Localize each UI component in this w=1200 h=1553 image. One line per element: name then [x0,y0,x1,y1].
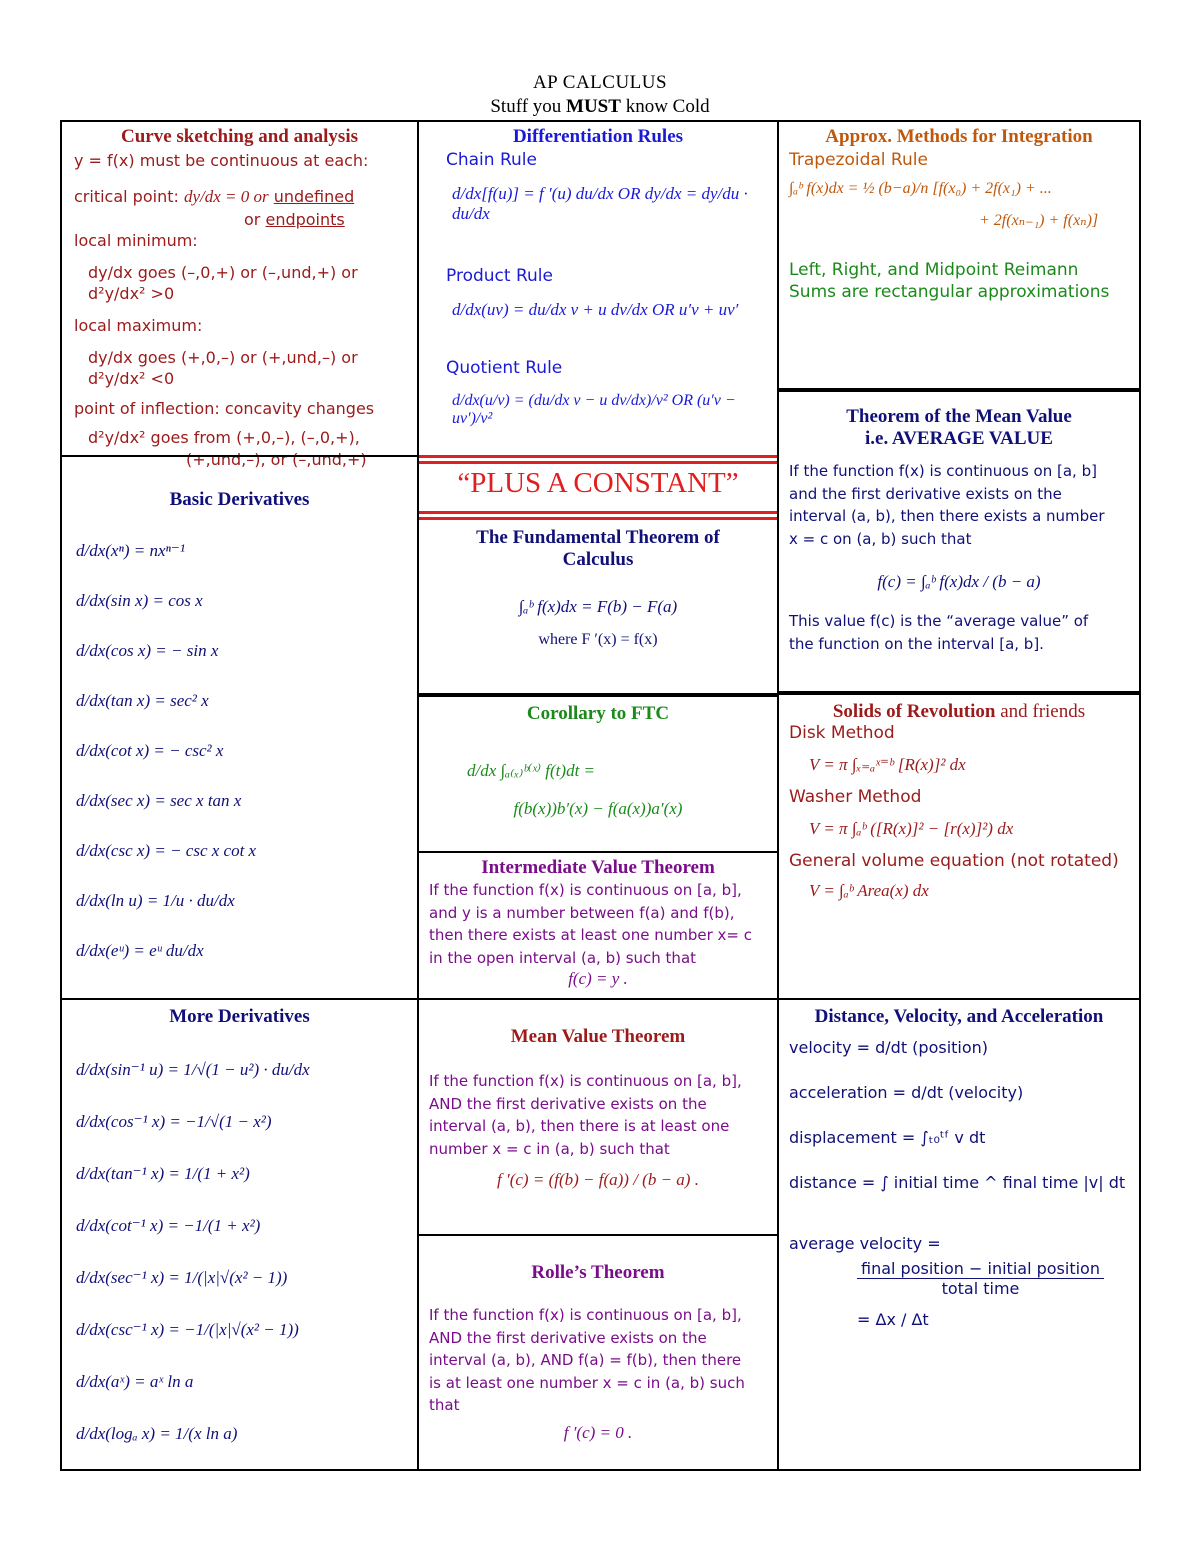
washer-eq: V = π ∫ₐᵇ ([R(x)]² − [r(x)]²) dx [809,819,1014,838]
disk-label: Disk Method [789,723,895,743]
acceleration-eq: acceleration = d/dt (velocity) [789,1083,1024,1102]
derivative-formula: d/dx(cot⁻¹ x) = −1/(1 + x²) [76,1216,261,1235]
avg-line-4: x = c on (a, b) such that [789,529,972,548]
sums-line-2: Sums are rectangular approximations [789,282,1110,302]
corollary-box [417,693,779,853]
critical-point-label: critical point: [74,186,179,206]
quotient-rule-label: Quotient Rule [446,358,563,378]
derivative-formula: d/dx(logₐ x) = 1/(x ln a) [76,1424,238,1443]
more-derivatives-box [60,998,419,1471]
trap-eq-1: ∫ₐᵇ f(x)dx = ½ (b−a)/n [f(x₀) + 2f(x₁) + ... [789,180,1052,197]
avg-eq: f(c) = ∫ₐᵇ f(x)dx / (b − a) [877,572,1041,591]
rolle-line-2: AND the first derivative exists on the [429,1328,707,1347]
rolle-box [417,1234,779,1471]
basic-title: Basic Derivatives [169,489,310,510]
avg-line-1: If the function f(x) is continuous on [a, b] [789,462,1097,480]
solids-title: Solids of Revolution and friends [832,701,1086,722]
dva-title: Distance, Velocity, and Acceleration [814,1006,1104,1027]
more-title: More Derivatives [169,1006,310,1027]
sums-line-1: Left, Right, and Midpoint Reimann [789,260,1079,280]
ivt-line-4: in the open interval (a, b) such that [429,948,697,967]
washer-label: Washer Method [789,787,922,807]
velocity-eq: velocity = d/dt (position) [789,1038,989,1057]
avg-velocity-num: final position − initial position [857,1259,1104,1279]
ftc-box [417,455,779,695]
derivative-formula: d/dx(sin x) = cos x [76,591,203,610]
derivative-formula: d/dx(cos x) = − sin x [76,641,219,660]
dva-box [777,998,1141,1471]
derivative-formula: d/dx(xⁿ) = nxⁿ⁻¹ [76,541,185,560]
approx-box [777,120,1141,392]
ftc-title-2: Calculus [562,549,634,570]
avg-title-2: i.e. AVERAGE VALUE [865,428,1053,449]
ftc-where: where F ′(x) = f(x) [538,631,658,648]
ivt-eq: f(c) = y . [568,969,628,988]
ftc-title-1: The Fundamental Theorem of [476,527,720,548]
product-rule-label: Product Rule [446,266,553,286]
corollary-eq-2: f(b(x))b′(x) − f(a(x))a′(x) [513,799,683,818]
rolle-line-3: interval (a, b), AND f(a) = f(b), then there [429,1351,742,1369]
approx-title: Approx. Methods for Integration [825,126,1093,147]
average-value-box [777,390,1141,695]
rolle-line-1: If the function f(x) is continuous on [a, b], [429,1306,742,1324]
derivative-formula: d/dx(cos⁻¹ x) = −1/√(1 − x²) [76,1112,272,1131]
solids-box [777,693,1141,1000]
derivative-formula: d/dx(tan x) = sec² x [76,691,209,710]
avg-line-6: the function on the interval [a, b]. [789,634,1044,653]
ivt-line-2: and y is a number between f(a) and f(b), [429,903,735,922]
derivative-formula: d/dx(sin⁻¹ u) = 1/√(1 − u²) · du/dx [76,1060,310,1079]
derivative-formula: d/dx(sec x) = sec x tan x [76,791,242,810]
local-max-rule: dy/dx goes (+,0,–) or (+,und,–) or d²y/dx² <0 [88,347,358,389]
disk-eq: V = π ∫ₓ₌ₐˣ⁼ᵇ [R(x)]² dx [809,755,966,774]
ivt-line-1: If the function f(x) is continuous on [a, b], [429,881,742,899]
derivative-formula: d/dx(sec⁻¹ x) = 1/(|x|√(x² − 1)) [76,1268,288,1287]
diff-title: Differentiation Rules [512,126,684,147]
inflection-rule-2: (+,und,–), or (–,und,+) [186,449,367,469]
endpoints-text: endpoints [265,209,345,229]
derivative-formula: d/dx(csc⁻¹ x) = −1/(|x|√(x² − 1)) [76,1320,299,1339]
corollary-eq-1: d/dx ∫ₐ₍ₓ₎ᵇ⁽ˣ⁾ f(t)dt = [467,761,596,780]
page-subtitle: Stuff you MUST know Cold [490,96,710,117]
avg-line-3: interval (a, b), then there exists a number [789,507,1105,525]
distance-eq: distance = ∫ initial time ^ final time |v| dt [789,1173,1126,1192]
quotient-rule-eq: d/dx(u/v) = (du/dx v − u dv/dx)/v² OR (u′v − uv′)/v² [452,392,736,427]
avg-velocity-eq: = Δx / Δt [857,1310,929,1329]
curve-intro: y = f(x) must be continuous at each: [74,151,369,170]
trap-label: Trapezoidal Rule [789,150,928,170]
local-min-label: local minimum: [74,231,198,251]
mvt-title: Mean Value Theorem [510,1026,686,1047]
differentiation-rules-box [417,120,779,457]
plus-constant-text: “PLUS A CONSTANT” [457,467,739,499]
derivative-formula: d/dx(aˣ) = aˣ ln a [76,1372,194,1391]
ivt-line-3: then there exists at least one number x= c [429,926,752,944]
chain-rule-eq: d/dx[f(u)] = f ′(u) du/dx OR dy/dx = dy/du · du/dx [452,184,748,223]
trap-eq-2: + 2f(xₙ₋₁) + f(xₙ)] [979,212,1099,229]
mvt-eq: f ′(c) = (f(b) − f(a)) / (b − a) . [497,1170,699,1189]
page-title: AP CALCULUS [532,72,668,93]
undefined-text: undefined [273,186,355,206]
derivative-formula: d/dx(eᵘ) = eᵘ du/dx [76,941,204,960]
derivative-formula: d/dx(csc x) = − csc x cot x [76,841,257,860]
inflection-rule-1: d²y/dx² goes from (+,0,–), (–,0,+), [88,428,360,448]
displacement-eq: displacement = ∫ₜ₀ᵗᶠ v dt [789,1128,986,1147]
or-text: or [244,209,261,229]
general-eq: V = ∫ₐᵇ Area(x) dx [809,881,929,900]
derivative-formula: d/dx(ln u) = 1/u · du/dx [76,891,235,910]
mvt-line-3: interval (a, b), then there is at least one [429,1117,730,1135]
inflection-label: point of inflection: concavity changes [74,398,375,418]
derivative-formula: d/dx(cot x) = − csc² x [76,741,224,760]
chain-rule-label: Chain Rule [446,150,537,170]
local-min-rule: dy/dx goes (–,0,+) or (–,und,+) or d²y/dx² >0 [88,262,358,304]
general-label: General volume equation (not rotated) [789,851,1119,871]
local-max-label: local maximum: [74,315,203,335]
ivt-title: Intermediate Value Theorem [481,857,715,878]
derivative-formula: d/dx(tan⁻¹ x) = 1/(1 + x²) [76,1164,250,1183]
avg-title-1: Theorem of the Mean Value [846,406,1072,427]
curve-sketching-box [60,120,419,469]
basic-derivatives-box [60,455,419,1000]
avg-line-2: and the first derivative exists on the [789,484,1062,503]
curve-title: Curve sketching and analysis [120,126,359,147]
rolle-title: Rolle’s Theorem [531,1262,665,1283]
mvt-line-4: number x = c in (a, b) such that [429,1139,670,1158]
avg-velocity-label: average velocity = [789,1234,941,1253]
mvt-line-2: AND the first derivative exists on the [429,1094,707,1113]
avg-line-5: This value f(c) is the “average value” of [789,612,1089,630]
corollary-title: Corollary to FTC [526,703,670,724]
critical-point-eq: dy/dx = 0 or [183,186,269,206]
rolle-line-4: is at least one number x = c in (a, b) such [429,1373,745,1392]
rolle-line-5: that [429,1396,460,1414]
rolle-eq: f ′(c) = 0 . [563,1422,633,1442]
ivt-box [417,851,779,1000]
ftc-eq: ∫ₐᵇ f(x)dx = F(b) − F(a) [518,597,678,616]
avg-velocity-den: total time [941,1279,1020,1298]
mvt-line-1: If the function f(x) is continuous on [a, b], [429,1072,742,1090]
product-rule-eq: d/dx(uv) = du/dx v + u dv/dx OR u′v + uv′ [452,300,739,319]
mvt-box [417,998,779,1236]
